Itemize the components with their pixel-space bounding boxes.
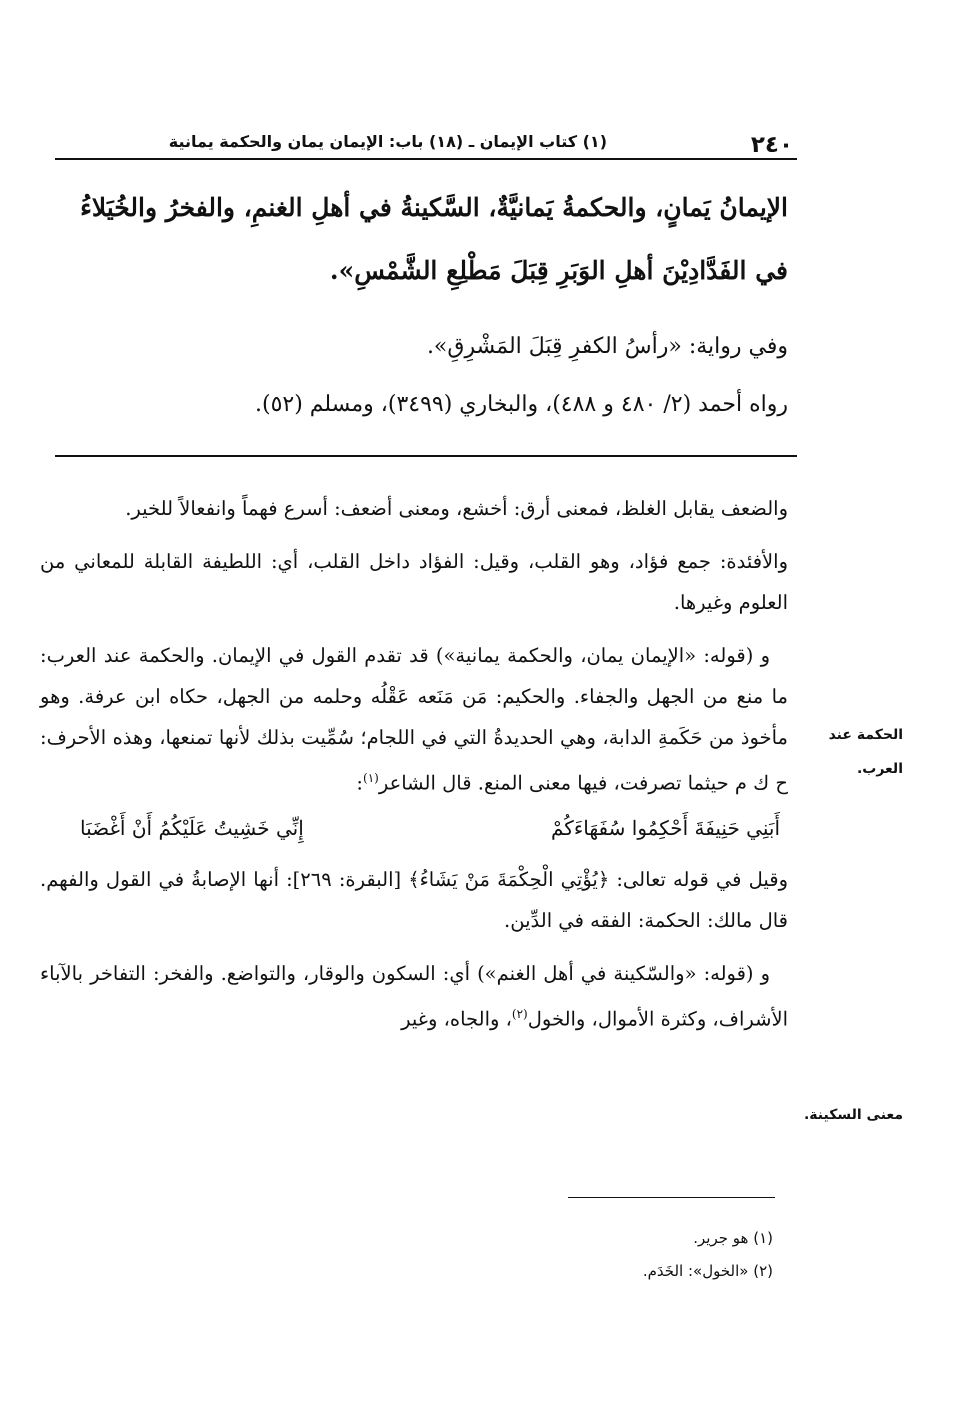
hadith-line-1: الإيمانُ يَمانٍ، والحكمةُ يَمانيَّةٌ، السَّكينةُ في أهلِ الغنمِ، والفخرُ والخُيَلاءُ xyxy=(80,193,788,222)
main-divider xyxy=(55,455,797,457)
footnote-2: (٢) «الخول»: الخَدَم. xyxy=(642,1262,773,1280)
paragraph-5-end: ، والجاه، وغير xyxy=(401,1007,512,1030)
hadith-line-2: في الفَدَّادِيْنَ أهلِ الوَبَرِ قِبَلَ مَطْلِعِ الشَّمْسِ». xyxy=(329,256,788,285)
footnote-divider xyxy=(568,1197,775,1198)
side-note-tranquility: معنى السكينة. xyxy=(803,1107,903,1123)
paragraph-5-text: و (قوله: «والسّكينة في أهل الغنم») أي: السكون والوقار، والتواضع. والفخر: التفاخر بالآباء الأشراف، وكثرة الأموال، والخول xyxy=(40,961,788,1030)
hadith-sources: رواه أحمد (٢/ ٤٨٠ و ٤٨٨)، والبخاري (٣٤٩٩)، ومسلم (٥٢). xyxy=(255,392,788,417)
running-title: (١) كتاب الإيمان ـ (١٨) باب: الإيمان يمان والحكمة يمانية xyxy=(168,132,607,151)
footnotes xyxy=(273,1222,773,1288)
commentary-paragraph-3 xyxy=(40,635,788,804)
footnote-1: (١) هو جرير. xyxy=(693,1229,773,1247)
narration-block xyxy=(58,318,788,434)
paragraph-3-end: : xyxy=(356,771,363,795)
side-note-wisdom: الحكمة عند العرب. xyxy=(828,727,903,777)
commentary-paragraph-1: والضعف يقابل الغلظ، فمعنى أرق: أخشع، ومعنى أضعف: أسرع فهماً وانفعالاً للخير. xyxy=(125,497,788,520)
commentary-paragraph-5 xyxy=(40,953,788,1040)
verse-second-hemistich: إِنِّي خَشِيتُ عَلَيْكُمُ أَنْ أَغْضَبَا xyxy=(80,815,304,840)
footnote-ref-2[interactable]: (٢) xyxy=(511,1006,528,1021)
page-header xyxy=(55,126,797,160)
commentary xyxy=(40,488,788,1051)
page-number: ٢٤٠ xyxy=(750,132,793,158)
poetry-verse xyxy=(40,808,788,849)
hadith-text xyxy=(53,176,788,302)
footnote-ref-1[interactable]: (١) xyxy=(363,771,379,785)
variant-narration: وفي رواية: «رأسُ الكفرِ قِبَلَ المَشْرِقِ». xyxy=(426,334,788,359)
commentary-paragraph-4: وقيل في قوله تعالى: ﴿يُؤْتِي الْحِكْمَةَ مَنْ يَشَاءُ﴾ [البقرة: ٢٦٩]: أنها الإصابةُ في القول والفهم. قال مالك: الحكمة: الفقه في الدِّين. xyxy=(40,867,788,932)
paragraph-3-text: و (قوله: «الإيمان يمان، والحكمة يمانية») قد تقدم القول في الإيمان. والحكمة عند العرب: ما منع من الجهل والجفاء. والحكيم: مَن مَنَعه عَقْلُه وحلمه من الجهل، حكاه ابن عرفة. وهو مأخوذ من حَكَمةِ الدابة، وهي الحديدةُ التي في اللجام؛ سُمِّيت بذلك لأنها تمنعها، وهذه الأحرف: ح ك م حيثما تصرفت، فيها معنى المنع. قال الشاعر xyxy=(40,644,788,795)
verse-first-hemistich: أَبَنِي حَنِيفَةَ أَحْكِمُوا سُفَهَاءَكُمْ xyxy=(550,815,780,840)
commentary-paragraph-2: والأفئدة: جمع فؤاد، وهو القلب، وقيل: الفؤاد داخل القلب، أي: اللطيفة القابلة للمعاني من العلوم وغيرها. xyxy=(40,550,788,614)
